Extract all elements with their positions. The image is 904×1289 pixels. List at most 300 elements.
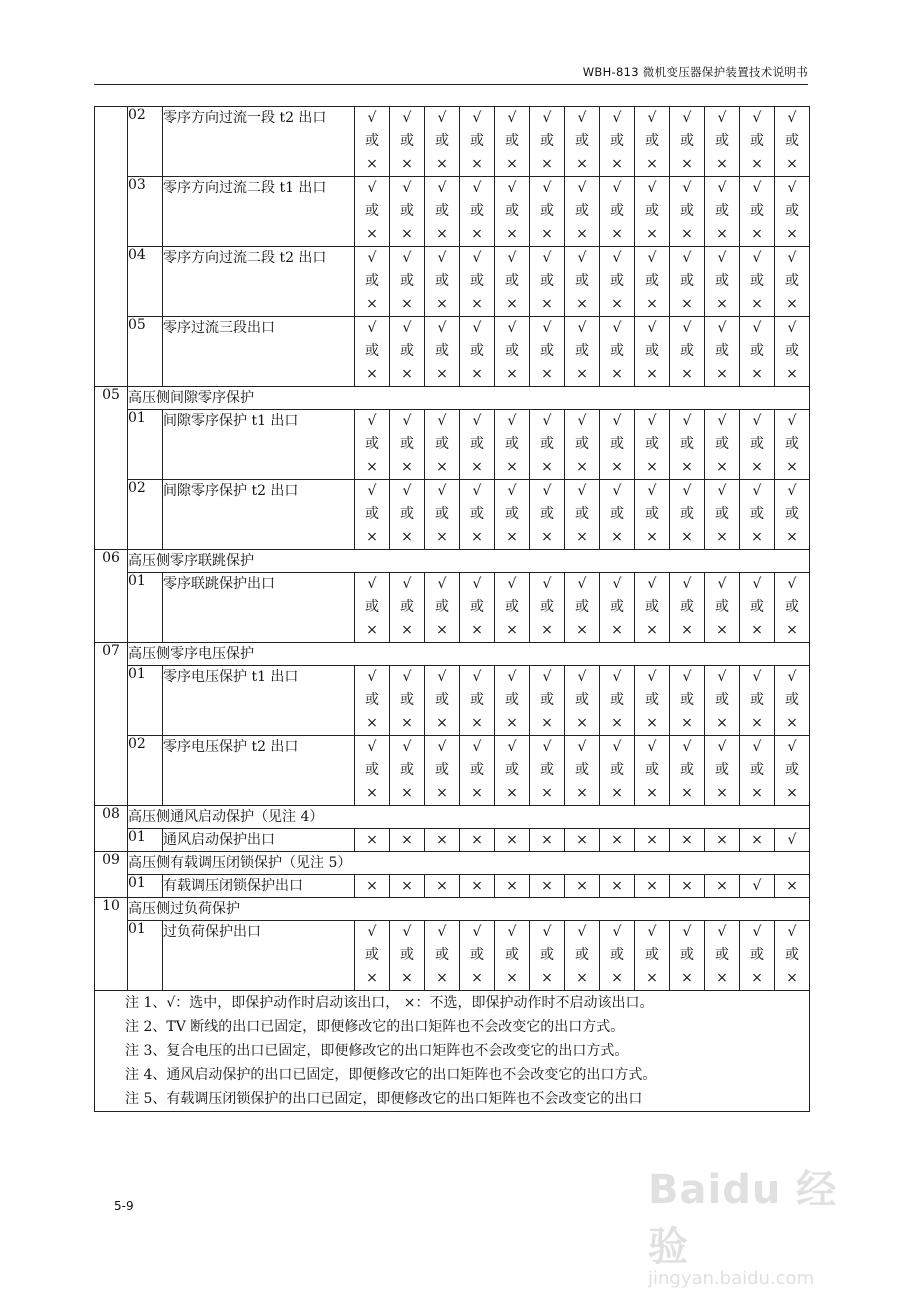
- matrix-mark: √: [367, 483, 377, 499]
- matrix-cell-options: [425, 410, 460, 480]
- matrix-mark: 或: [715, 692, 729, 708]
- matrix-mark: ×: [471, 156, 483, 172]
- matrix-mark: √: [612, 180, 622, 196]
- matrix-mark: √: [682, 250, 692, 266]
- matrix-cell-options: [740, 177, 775, 247]
- matrix-mark: √: [787, 669, 797, 685]
- matrix-mark: 或: [470, 692, 484, 708]
- matrix-cell-options: [705, 666, 740, 736]
- matrix-mark: √: [787, 320, 797, 336]
- matrix-cell-options: [705, 921, 740, 991]
- matrix-mark: 或: [435, 692, 449, 708]
- matrix-mark: ×: [786, 529, 798, 545]
- table-row: [95, 247, 810, 317]
- matrix-mark: √: [402, 739, 412, 755]
- matrix-mark: ×: [471, 366, 483, 382]
- matrix-mark: ×: [611, 459, 623, 475]
- matrix-mark: 或: [470, 947, 484, 963]
- table-row: [95, 410, 810, 480]
- matrix-mark: ×: [436, 970, 448, 986]
- table-row: [95, 666, 810, 736]
- matrix-mark: 或: [435, 506, 449, 522]
- matrix-mark: √: [367, 250, 377, 266]
- matrix-mark: ×: [716, 366, 728, 382]
- matrix-mark: √: [472, 669, 482, 685]
- item-name: 有载调压闭锁保护出口: [163, 875, 355, 898]
- matrix-mark: ×: [576, 785, 588, 801]
- matrix-mark: ×: [436, 226, 448, 242]
- matrix-mark: 或: [610, 273, 624, 289]
- matrix-mark: √: [612, 250, 622, 266]
- matrix-mark: √: [472, 483, 482, 499]
- item-name: 零序方向过流二段 t2 出口: [163, 247, 355, 317]
- matrix-cell-options: [530, 410, 565, 480]
- matrix-mark: 或: [680, 762, 694, 778]
- matrix-mark: ×: [436, 366, 448, 382]
- matrix-cell-options: [600, 177, 635, 247]
- matrix-mark: ×: [716, 785, 728, 801]
- matrix-mark: 或: [575, 506, 589, 522]
- matrix-mark: 或: [365, 273, 379, 289]
- matrix-mark: ×: [541, 296, 553, 312]
- matrix-mark: 或: [400, 947, 414, 963]
- matrix-mark: 或: [610, 947, 624, 963]
- matrix-cell-options: [740, 107, 775, 177]
- matrix-cell-options: [495, 921, 530, 991]
- matrix-cell-mark: √: [740, 875, 775, 898]
- table-row: [95, 107, 810, 177]
- matrix-mark: ×: [471, 715, 483, 731]
- matrix-mark: 或: [470, 133, 484, 149]
- matrix-mark: √: [612, 320, 622, 336]
- matrix-mark: √: [752, 576, 762, 592]
- matrix-cell-options: [600, 410, 635, 480]
- matrix-cell-options: [600, 480, 635, 550]
- matrix-mark: √: [367, 924, 377, 940]
- matrix-mark: √: [647, 413, 657, 429]
- matrix-mark: 或: [365, 436, 379, 452]
- matrix-mark: √: [542, 669, 552, 685]
- matrix-cell-options: [565, 666, 600, 736]
- matrix-mark: 或: [540, 203, 554, 219]
- matrix-mark: ×: [751, 785, 763, 801]
- item-code: 01: [128, 921, 163, 991]
- matrix-mark: ×: [716, 226, 728, 242]
- matrix-mark: √: [367, 180, 377, 196]
- matrix-mark: √: [682, 180, 692, 196]
- matrix-cell-options: [495, 736, 530, 806]
- matrix-cell-options: [425, 480, 460, 550]
- matrix-mark: ×: [366, 529, 378, 545]
- matrix-mark: 或: [645, 506, 659, 522]
- matrix-mark: ×: [716, 296, 728, 312]
- matrix-mark: ×: [436, 529, 448, 545]
- matrix-mark: √: [612, 669, 622, 685]
- matrix-mark: 或: [715, 203, 729, 219]
- matrix-mark: 或: [365, 343, 379, 359]
- matrix-mark: 或: [680, 436, 694, 452]
- matrix-mark: 或: [470, 273, 484, 289]
- matrix-mark: 或: [715, 343, 729, 359]
- matrix-cell-options: [775, 480, 810, 550]
- matrix-cell-options: [390, 480, 425, 550]
- matrix-cell-mark: ×: [600, 829, 635, 852]
- item-name: 间隙零序保护 t1 出口: [163, 410, 355, 480]
- matrix-mark: ×: [506, 970, 518, 986]
- matrix-mark: ×: [681, 366, 693, 382]
- matrix-mark: 或: [785, 273, 799, 289]
- matrix-mark: √: [507, 739, 517, 755]
- matrix-cell-mark: ×: [670, 875, 705, 898]
- matrix-mark: 或: [750, 762, 764, 778]
- matrix-mark: 或: [470, 203, 484, 219]
- matrix-cell-mark: ×: [495, 875, 530, 898]
- matrix-cell-options: [670, 177, 705, 247]
- table-row: [95, 875, 810, 898]
- matrix-mark: 或: [750, 692, 764, 708]
- matrix-mark: 或: [575, 692, 589, 708]
- matrix-mark: ×: [401, 296, 413, 312]
- matrix-mark: ×: [681, 296, 693, 312]
- matrix-mark: 或: [645, 762, 659, 778]
- matrix-mark: 或: [505, 692, 519, 708]
- matrix-cell-options: [705, 177, 740, 247]
- matrix-mark: 或: [540, 273, 554, 289]
- matrix-mark: √: [752, 739, 762, 755]
- matrix-mark: ×: [751, 715, 763, 731]
- matrix-mark: √: [367, 413, 377, 429]
- matrix-cell-options: [460, 410, 495, 480]
- matrix-cell-options: [460, 247, 495, 317]
- matrix-mark: √: [647, 576, 657, 592]
- matrix-mark: √: [367, 320, 377, 336]
- matrix-cell-options: [600, 666, 635, 736]
- note-line: 注 2、TV 断线的出口已固定，即便修改它的出口矩阵也不会改变它的出口方式。: [125, 1019, 625, 1035]
- matrix-mark: ×: [401, 715, 413, 731]
- matrix-cell-options: [355, 666, 390, 736]
- matrix-cell-options: [775, 107, 810, 177]
- matrix-mark: 或: [750, 203, 764, 219]
- matrix-mark: 或: [470, 506, 484, 522]
- matrix-cell-options: [460, 480, 495, 550]
- matrix-mark: ×: [611, 785, 623, 801]
- matrix-cell-options: [705, 573, 740, 643]
- table-row: [95, 736, 810, 806]
- matrix-mark: √: [542, 110, 552, 126]
- matrix-mark: 或: [365, 947, 379, 963]
- matrix-mark: ×: [576, 226, 588, 242]
- matrix-cell-mark: ×: [670, 829, 705, 852]
- matrix-cell-options: [635, 410, 670, 480]
- matrix-mark: ×: [716, 156, 728, 172]
- notes-row: [95, 991, 810, 1112]
- matrix-cell-options: [355, 736, 390, 806]
- matrix-mark: √: [612, 739, 622, 755]
- matrix-mark: ×: [471, 529, 483, 545]
- matrix-mark: 或: [365, 599, 379, 615]
- matrix-mark: 或: [785, 762, 799, 778]
- matrix-cell-options: [460, 921, 495, 991]
- matrix-mark: √: [752, 110, 762, 126]
- matrix-mark: ×: [681, 785, 693, 801]
- matrix-cell-mark: ×: [425, 875, 460, 898]
- page-number: 5-9: [114, 1199, 134, 1213]
- matrix-mark: √: [577, 180, 587, 196]
- matrix-mark: √: [577, 483, 587, 499]
- matrix-mark: 或: [365, 133, 379, 149]
- matrix-mark: ×: [681, 156, 693, 172]
- matrix-mark: √: [682, 483, 692, 499]
- matrix-cell-mark: √: [775, 829, 810, 852]
- matrix-mark: 或: [435, 133, 449, 149]
- matrix-mark: ×: [751, 226, 763, 242]
- matrix-mark: ×: [646, 529, 658, 545]
- matrix-mark: 或: [505, 436, 519, 452]
- matrix-cell-options: [740, 317, 775, 387]
- matrix-mark: 或: [610, 343, 624, 359]
- matrix-mark: 或: [610, 599, 624, 615]
- matrix-mark: ×: [436, 715, 448, 731]
- matrix-mark: ×: [611, 366, 623, 382]
- matrix-mark: √: [542, 739, 552, 755]
- matrix-mark: 或: [715, 762, 729, 778]
- item-code: 02: [128, 480, 163, 550]
- matrix-mark: ×: [401, 226, 413, 242]
- matrix-mark: ×: [471, 970, 483, 986]
- matrix-cell-options: [775, 317, 810, 387]
- matrix-mark: √: [682, 669, 692, 685]
- item-code: 04: [128, 247, 163, 317]
- matrix-mark: ×: [506, 785, 518, 801]
- matrix-cell-options: [670, 573, 705, 643]
- matrix-mark: 或: [785, 343, 799, 359]
- matrix-mark: 或: [575, 273, 589, 289]
- matrix-mark: ×: [646, 970, 658, 986]
- group-title: 高压侧过负荷保护: [128, 898, 810, 921]
- matrix-mark: ×: [541, 715, 553, 731]
- matrix-mark: √: [367, 669, 377, 685]
- matrix-mark: 或: [575, 436, 589, 452]
- matrix-mark: ×: [506, 156, 518, 172]
- matrix-mark: 或: [575, 599, 589, 615]
- matrix-mark: 或: [680, 692, 694, 708]
- matrix-cell-options: [635, 177, 670, 247]
- matrix-cell-options: [600, 921, 635, 991]
- matrix-cell-options: [460, 736, 495, 806]
- matrix-mark: √: [437, 180, 447, 196]
- matrix-mark: 或: [750, 133, 764, 149]
- matrix-mark: √: [717, 413, 727, 429]
- matrix-cell-options: [775, 921, 810, 991]
- item-name: 零序联跳保护出口: [163, 573, 355, 643]
- matrix-mark: √: [787, 110, 797, 126]
- matrix-mark: 或: [365, 506, 379, 522]
- matrix-mark: √: [717, 669, 727, 685]
- item-name: 零序电压保护 t2 出口: [163, 736, 355, 806]
- matrix-cell-options: [425, 736, 460, 806]
- matrix-cell-mark: ×: [635, 829, 670, 852]
- matrix-mark: √: [647, 739, 657, 755]
- matrix-mark: ×: [541, 366, 553, 382]
- group-code: [95, 107, 128, 387]
- matrix-cell-options: [565, 177, 600, 247]
- item-name: 零序方向过流一段 t2 出口: [163, 107, 355, 177]
- matrix-mark: ×: [541, 970, 553, 986]
- matrix-mark: 或: [645, 947, 659, 963]
- matrix-cell-options: [530, 573, 565, 643]
- matrix-cell-mark: ×: [705, 875, 740, 898]
- matrix-cell-options: [390, 573, 425, 643]
- matrix-mark: ×: [506, 459, 518, 475]
- matrix-cell-options: [390, 317, 425, 387]
- matrix-mark: ×: [366, 366, 378, 382]
- matrix-mark: ×: [646, 226, 658, 242]
- matrix-mark: ×: [541, 785, 553, 801]
- matrix-mark: 或: [505, 133, 519, 149]
- matrix-mark: √: [472, 413, 482, 429]
- matrix-mark: √: [437, 483, 447, 499]
- matrix-mark: √: [402, 576, 412, 592]
- matrix-cell-options: [355, 480, 390, 550]
- matrix-cell-options: [355, 317, 390, 387]
- matrix-mark: ×: [576, 156, 588, 172]
- matrix-cell-options: [565, 736, 600, 806]
- group-header-row: [95, 806, 810, 829]
- matrix-mark: ×: [646, 156, 658, 172]
- matrix-cell-options: [775, 177, 810, 247]
- matrix-cell-options: [705, 480, 740, 550]
- matrix-mark: 或: [365, 692, 379, 708]
- matrix-mark: √: [787, 576, 797, 592]
- matrix-mark: √: [752, 669, 762, 685]
- matrix-cell-options: [530, 666, 565, 736]
- matrix-mark: ×: [786, 785, 798, 801]
- matrix-mark: ×: [716, 459, 728, 475]
- matrix-mark: √: [717, 924, 727, 940]
- matrix-mark: ×: [506, 366, 518, 382]
- matrix-mark: 或: [645, 273, 659, 289]
- matrix-mark: 或: [645, 436, 659, 452]
- matrix-mark: ×: [681, 622, 693, 638]
- group-header-row: [95, 550, 810, 573]
- matrix-mark: ×: [646, 296, 658, 312]
- matrix-mark: 或: [645, 203, 659, 219]
- group-code: 07: [95, 643, 128, 806]
- matrix-mark: 或: [680, 506, 694, 522]
- matrix-cell-options: [670, 247, 705, 317]
- matrix-mark: √: [787, 739, 797, 755]
- matrix-mark: ×: [541, 459, 553, 475]
- matrix-mark: ×: [401, 459, 413, 475]
- matrix-cell-mark: ×: [705, 829, 740, 852]
- matrix-mark: √: [577, 669, 587, 685]
- matrix-mark: ×: [506, 296, 518, 312]
- matrix-mark: √: [577, 924, 587, 940]
- matrix-cell-options: [670, 921, 705, 991]
- matrix-cell-mark: ×: [390, 829, 425, 852]
- matrix-mark: ×: [611, 226, 623, 242]
- matrix-mark: ×: [471, 226, 483, 242]
- matrix-mark: ×: [751, 622, 763, 638]
- item-name: 零序过流三段出口: [163, 317, 355, 387]
- matrix-cell-options: [495, 573, 530, 643]
- matrix-mark: √: [402, 320, 412, 336]
- matrix-mark: √: [612, 924, 622, 940]
- matrix-mark: 或: [610, 506, 624, 522]
- group-header-row: [95, 643, 810, 666]
- matrix-mark: √: [682, 576, 692, 592]
- matrix-mark: ×: [436, 156, 448, 172]
- matrix-mark: ×: [366, 715, 378, 731]
- watermark-logo: Baidu 经验: [648, 1167, 838, 1270]
- matrix-cell-options: [635, 247, 670, 317]
- matrix-mark: √: [647, 320, 657, 336]
- matrix-mark: √: [402, 250, 412, 266]
- matrix-mark: 或: [505, 203, 519, 219]
- group-code: 10: [95, 898, 128, 991]
- table-row: [95, 921, 810, 991]
- matrix-mark: √: [507, 483, 517, 499]
- matrix-cell-options: [390, 921, 425, 991]
- matrix-cell-options: [530, 480, 565, 550]
- matrix-cell-options: [355, 573, 390, 643]
- matrix-cell-options: [565, 317, 600, 387]
- matrix-mark: √: [472, 110, 482, 126]
- matrix-mark: 或: [505, 506, 519, 522]
- matrix-mark: √: [542, 180, 552, 196]
- matrix-mark: ×: [506, 529, 518, 545]
- matrix-mark: 或: [540, 506, 554, 522]
- matrix-mark: ×: [681, 226, 693, 242]
- matrix-cell-options: [530, 736, 565, 806]
- matrix-cell-options: [425, 247, 460, 317]
- matrix-mark: ×: [366, 156, 378, 172]
- matrix-mark: 或: [400, 692, 414, 708]
- matrix-cell-options: [495, 107, 530, 177]
- matrix-mark: √: [717, 110, 727, 126]
- matrix-cell-options: [495, 177, 530, 247]
- baidu-watermark: [648, 1158, 858, 1289]
- matrix-cell-options: [670, 666, 705, 736]
- matrix-mark: 或: [680, 203, 694, 219]
- matrix-mark: ×: [611, 529, 623, 545]
- matrix-cell-options: [425, 107, 460, 177]
- matrix-cell-options: [740, 480, 775, 550]
- matrix-cell-options: [670, 480, 705, 550]
- matrix-mark: ×: [366, 459, 378, 475]
- item-code: 02: [128, 107, 163, 177]
- matrix-mark: ×: [576, 296, 588, 312]
- matrix-mark: ×: [716, 622, 728, 638]
- matrix-mark: √: [717, 250, 727, 266]
- matrix-mark: 或: [365, 762, 379, 778]
- matrix-mark: ×: [681, 459, 693, 475]
- matrix-mark: 或: [610, 133, 624, 149]
- group-header-row: [95, 852, 810, 875]
- matrix-cell-options: [355, 921, 390, 991]
- matrix-cell-mark: ×: [390, 875, 425, 898]
- matrix-cell-options: [635, 107, 670, 177]
- matrix-mark: √: [507, 320, 517, 336]
- matrix-cell-options: [635, 573, 670, 643]
- matrix-mark: √: [507, 250, 517, 266]
- matrix-mark: ×: [716, 715, 728, 731]
- matrix-mark: ×: [611, 296, 623, 312]
- item-code: 01: [128, 875, 163, 898]
- item-name: 零序方向过流二段 t1 出口: [163, 177, 355, 247]
- matrix-mark: √: [542, 576, 552, 592]
- matrix-mark: 或: [505, 947, 519, 963]
